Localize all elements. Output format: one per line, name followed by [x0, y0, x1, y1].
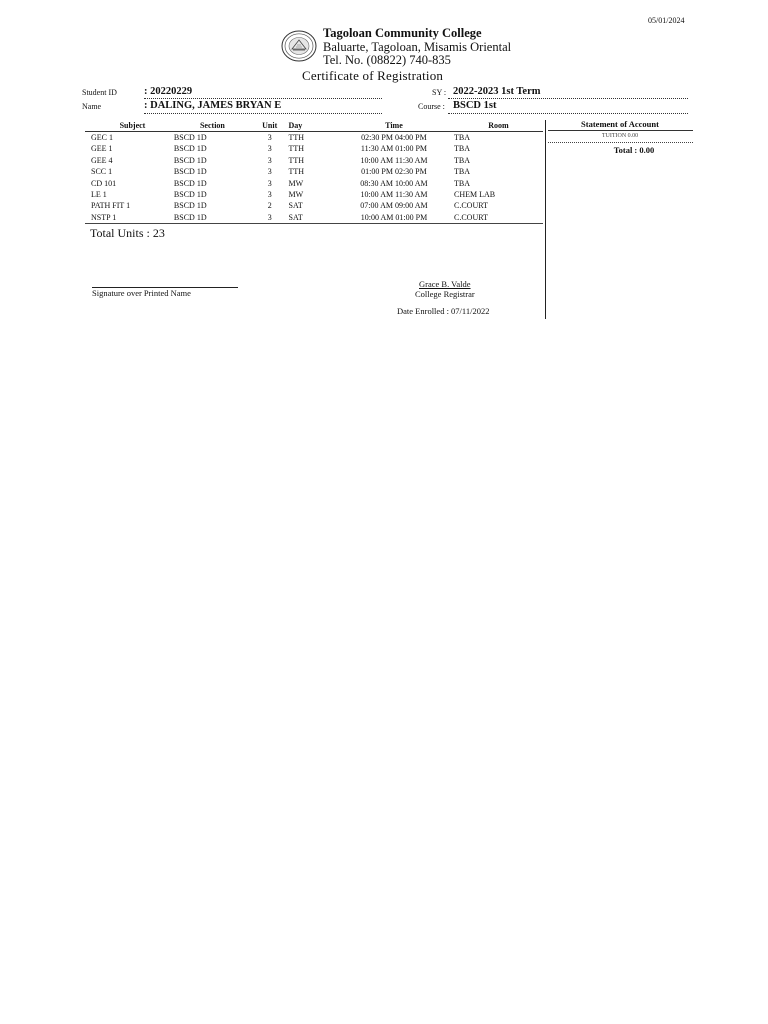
header-subject: Subject [119, 121, 146, 130]
cell-subject: LE 1 [91, 190, 107, 200]
statement-dotted-rule [548, 142, 693, 143]
student-name-value: : DALING, JAMES BRYAN E [144, 100, 282, 111]
table-row [85, 189, 543, 200]
cell-day: SAT [289, 212, 334, 224]
cell-unit: 3 [267, 133, 272, 142]
table-row [85, 178, 543, 189]
cell-unit: 3 [267, 144, 272, 154]
cell-time: 11:30 AM 01:00 PM [360, 144, 428, 154]
cell-day: MW [288, 190, 304, 200]
cell-time: 10:00 AM 11:30 AM [360, 190, 428, 200]
student-id-dotted-line [144, 98, 382, 99]
student-name-label: Name [82, 102, 102, 111]
cell-section: BSCD 1D [174, 212, 251, 224]
cell-section: BSCD 1D [173, 178, 207, 188]
cell-room: TBA [454, 144, 470, 154]
statement-header-rule [548, 130, 693, 131]
cell-room: C.COURT [454, 212, 543, 224]
cell-subject: SCC 1 [91, 167, 113, 177]
print-date: 05/01/2024 [648, 16, 685, 25]
cell-unit: 3 [267, 178, 272, 188]
cell-time: 02:30 PM 04:00 PM [361, 133, 427, 142]
cell-time: 07:00 AM 09:00 AM [360, 201, 428, 211]
school-name: Tagoloan Community College [323, 26, 482, 40]
cell-section: BSCD 1D [173, 144, 207, 154]
cell-subject: PATH FIT 1 [91, 201, 131, 211]
header-unit: Unit [262, 121, 278, 130]
course-dotted-line [448, 113, 688, 114]
cell-day: TTH [288, 133, 305, 142]
statement-of-account-title: Statement of Account [581, 119, 659, 129]
cell-section: BSCD 1D [173, 155, 207, 165]
school-year-dotted-line [448, 98, 688, 99]
schedule-header-row [85, 121, 543, 132]
cell-section: BSCD 1D [173, 167, 207, 177]
cell-section: BSCD 1D [173, 201, 207, 211]
school-address: Baluarte, Tagoloan, Misamis Oriental [323, 40, 512, 54]
cell-time: 01:00 PM 02:30 PM [361, 167, 427, 177]
header-room: Room [488, 121, 509, 130]
cell-subject: NSTP 1 [85, 212, 174, 224]
cell-unit: 3 [267, 167, 272, 177]
cell-subject: GEE 1 [91, 144, 113, 154]
table-row [85, 200, 543, 211]
cell-unit: 2 [267, 201, 272, 211]
registrar-title: College Registrar [415, 289, 475, 299]
table-row [85, 132, 543, 144]
cell-day: TTH [288, 167, 305, 177]
cell-day: SAT [288, 201, 303, 211]
course-value: BSCD 1st [453, 100, 497, 111]
cell-unit: 3 [251, 212, 289, 224]
table-row [85, 143, 543, 154]
college-seal-logo [281, 30, 317, 62]
school-year-value: 2022-2023 1st Term [453, 86, 541, 97]
cell-day: MW [288, 178, 304, 188]
cell-section: BSCD 1D [173, 190, 207, 200]
cell-day: TTH [288, 155, 305, 165]
cell-room: TBA [454, 178, 470, 188]
course-label: Course : [418, 102, 445, 111]
cell-time: 08:30 AM 10:00 AM [360, 178, 428, 188]
cell-unit: 3 [267, 155, 272, 165]
statement-total: Total : 0.00 [613, 145, 655, 155]
table-row [85, 166, 543, 177]
school-year-label: SY : [432, 88, 447, 97]
section-divider [545, 120, 546, 319]
cell-day: TTH [288, 144, 305, 154]
cell-time: 10:00 AM 01:00 PM [334, 212, 454, 224]
cell-subject: CD 101 [91, 178, 117, 188]
student-name-dotted-line [144, 113, 382, 114]
header-day: Day [288, 121, 303, 130]
schedule-table [85, 121, 543, 224]
signature-label: Signature over Printed Name [92, 288, 191, 298]
date-enrolled: Date Enrolled : 07/11/2022 [397, 306, 490, 316]
cell-room: TBA [454, 155, 470, 165]
tuition-line-item: TUITION 0.00 [601, 133, 639, 139]
cell-section: BSCD 1D [173, 133, 207, 142]
cell-room: TBA [454, 167, 470, 177]
cell-room: CHEM LAB [454, 190, 496, 200]
header-section: Section [199, 121, 225, 130]
total-units: Total Units : 23 [90, 226, 165, 240]
header-time: Time [385, 121, 403, 130]
cell-room: C.COURT [454, 201, 488, 211]
table-row [85, 155, 543, 166]
cell-subject: GEC 1 [91, 133, 113, 142]
student-id-value: : 20220229 [144, 86, 193, 97]
registrar-name: Grace B. Valde [419, 279, 471, 289]
cell-subject: GEE 4 [91, 155, 113, 165]
cell-time: 10:00 AM 11:30 AM [360, 155, 428, 165]
table-row [85, 212, 543, 224]
cell-room: TBA [454, 133, 470, 142]
student-id-label: Student ID [82, 88, 117, 97]
school-telephone: Tel. No. (08822) 740-835 [323, 53, 451, 67]
cell-unit: 3 [267, 190, 272, 200]
certificate-title: Certificate of Registration [302, 68, 444, 83]
